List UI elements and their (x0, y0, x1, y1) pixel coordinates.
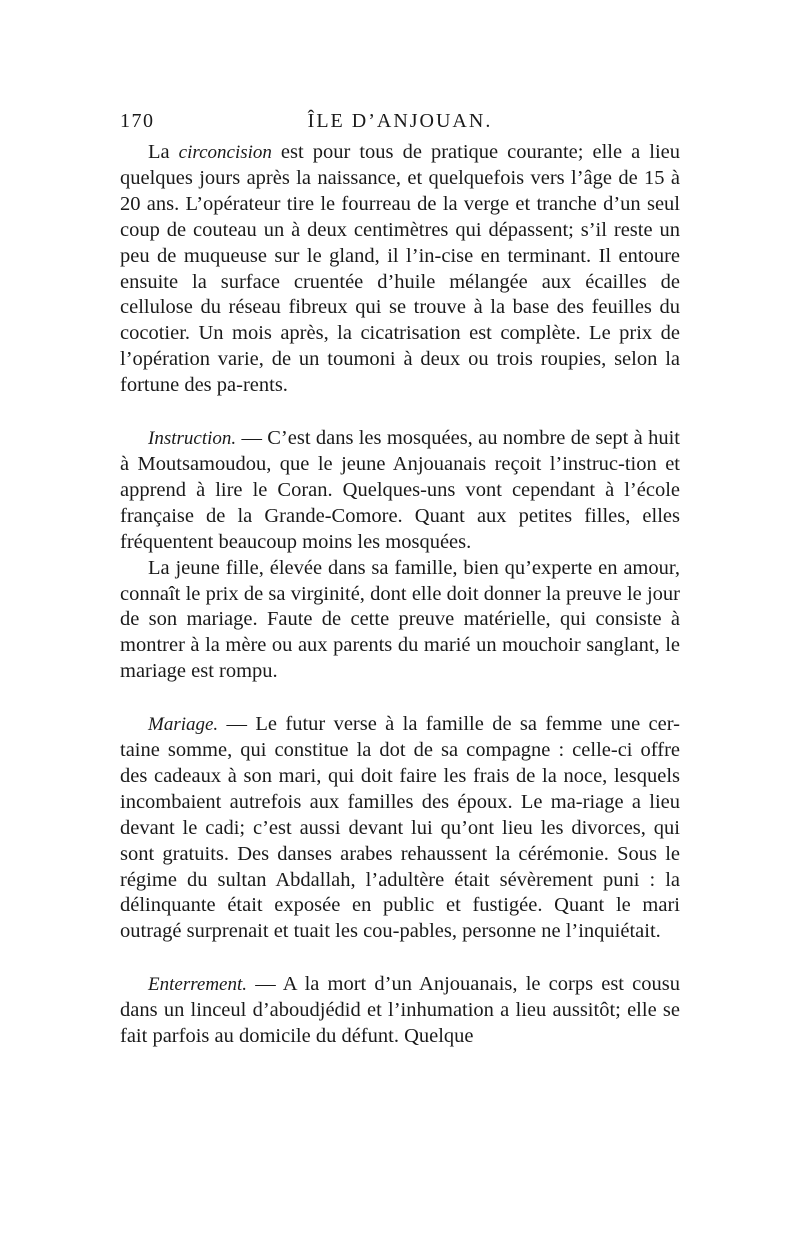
paragraph-text-rest: est pour tous de pratique courante; elle a lieu quelques jours après la naissance, et quelquefois vers l’âge de 15 à 20 ans. L’opérateur tire le fourreau de la verge et tranche d’un seul coup de couteau un à deux centimètres qui dépassent; s’il reste un peu de muqueuse sur le gland, il l’in-cise en terminant. Il entoure ensuite la surface cruentée d’huile mélangée aux écailles de cellulose du réseau fibreux qui se trouve à la base des feuilles du cocotier. Un mois après, la cicatrisation est complète. Le prix de l’opération varie, de un toumoni à deux ou trois roupies, selon la fortune des pa-rents. (120, 141, 680, 397)
paragraph-text: La jeune fille, élevée dans sa famille, bien qu’experte en amour, connaît le prix de sa virginité, dont elle doit donner la preuve le jour de son mariage. Faute de cette preuve matérielle, qui consiste à montrer à la mère ou aux parents du marié un mouchoir sanglant, le mariage est rompu. (120, 556, 680, 683)
paragraph-text: — Le futur verse à la famille de sa femme une cer-taine somme, qui constitue la dot de sa compagne : celle-ci offre des cadeaux à son mari, qui doit faire les frais de la noce, lesquels incombaient autrefois aux familles des époux. Le ma-riage a lieu devant le cadi; c’est aussi devant lui qu’ont lieu les divorces, qui sont gratuits. Des danses arabes rehaussent la cérémonie. Sous le régime du sultan Abdallah, l’adultère était sévèrement puni : la délinquante était exposée en public et fustigée. Quant le mari outragé surprenait et tuait les cou-pables, personne ne l’inquiétait. (120, 713, 680, 943)
paragraph-mariage (120, 712, 680, 945)
rubric-instruction: Instruction. (148, 428, 237, 450)
rubric-enterrement: Enterrement. (148, 974, 248, 996)
paragraph-instruction (120, 426, 680, 556)
rubric-circoncision: circoncision (178, 142, 272, 163)
paragraph-text: — C’est dans les mosquées, au nombre de sept à huit à Moutsamoudou, que le jeune Anjouanais reçoit l’instruc-tion et apprend à lire le Coran. Quelques-uns vont cependant à l’école française de la Grande-Comore. Quant aux petites filles, elles fréquentent beaucoup moins les mosquées. (120, 427, 680, 553)
running-title: ÎLE D’ANJOUAN. (307, 110, 493, 132)
paragraph-text: — A la mort d’un Anjouanais, le corps est cousu dans un linceul d’aboudjédid et l’inhumation a lieu aussitôt; elle se fait parfois au domicile du défunt. Quelque (120, 973, 680, 1048)
paragraph-text-lead: La (148, 141, 179, 163)
paragraph-circoncision (120, 140, 680, 399)
paragraph-enterrement (120, 972, 680, 1050)
paragraph-text (120, 141, 680, 396)
page-number: 170 (120, 110, 155, 132)
running-head (120, 100, 680, 140)
paragraph-jeune-fille (120, 556, 680, 686)
rubric-mariage: Mariage. (148, 714, 219, 736)
book-page (120, 100, 680, 1050)
body-text (120, 140, 680, 1050)
